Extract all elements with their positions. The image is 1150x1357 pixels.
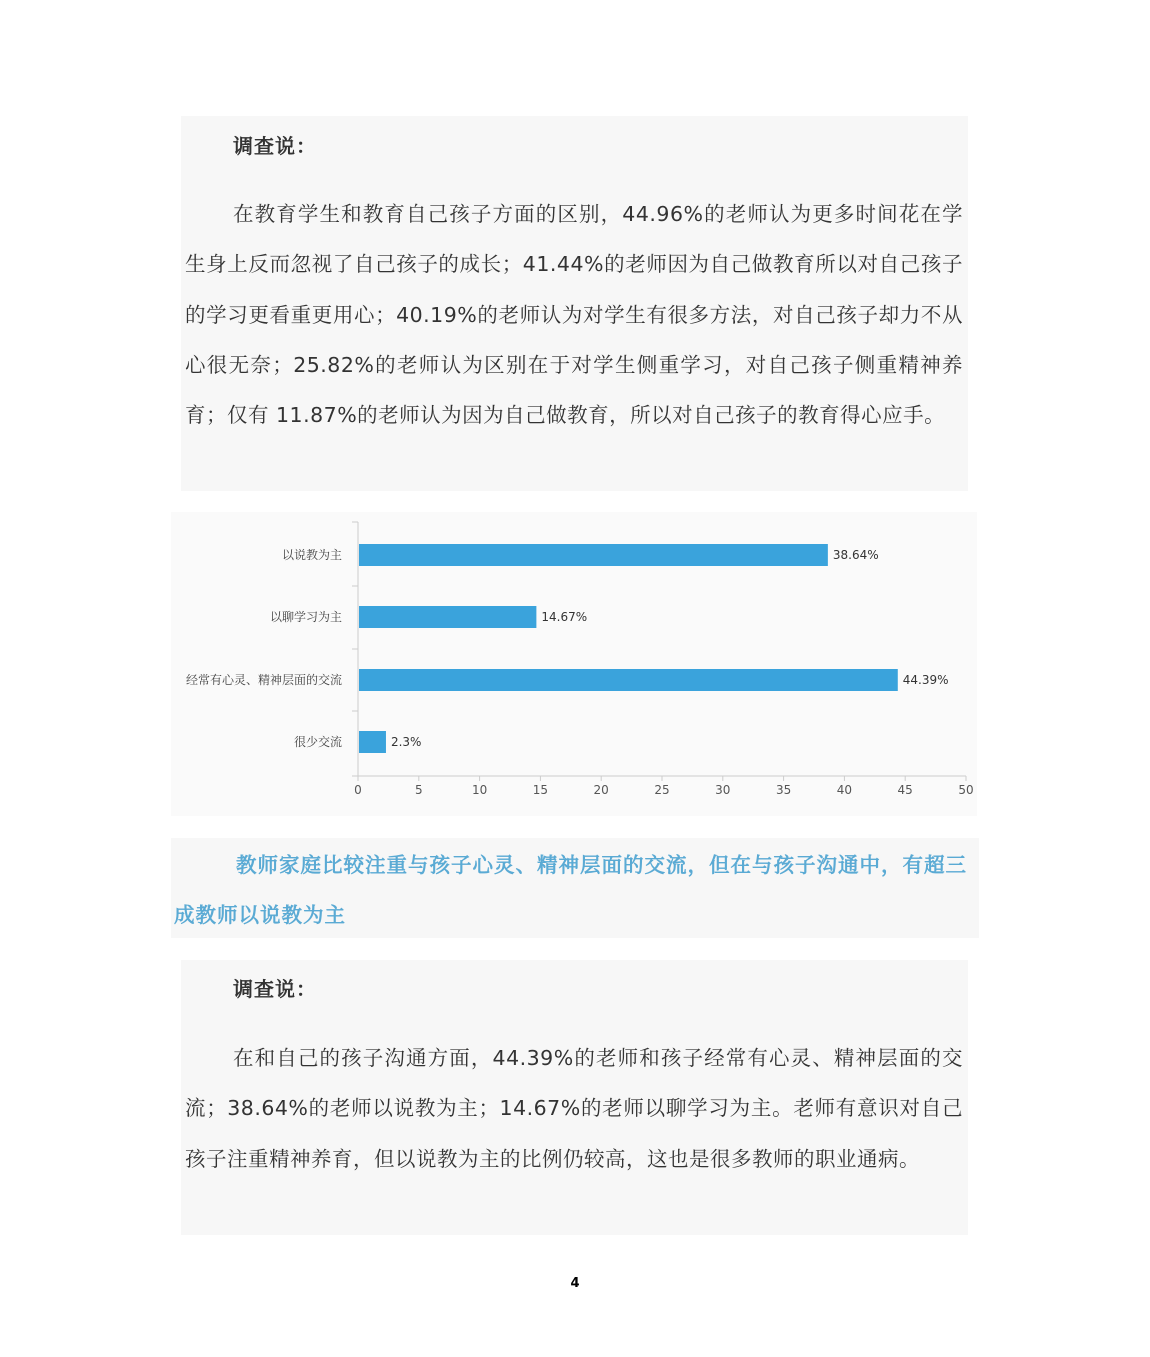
x-tick-label: 5 [414, 783, 423, 797]
section-paragraph: 在和自己的孩子沟通方面，44.39%的老师和孩子经常有心灵、精神层面的交流；38.64%的老师以说教为主；14.67%的老师以聊学习为主。老师有意识对自己孩子注重精神养育，但以说教为主的比例仍较高，这也是很多教师的职业通病。 [185, 1046, 963, 1171]
bar [359, 731, 386, 753]
bar [359, 669, 898, 691]
x-tick-label: 50 [958, 783, 974, 797]
x-tick-label: 20 [593, 783, 609, 797]
x-tick-label: 45 [897, 783, 913, 797]
section-heading: 调查说： [233, 134, 317, 158]
category-label: 以说教为主 [281, 548, 342, 562]
x-tick-label: 35 [775, 783, 792, 797]
data-label: 38.64% [832, 548, 879, 562]
bar-chart-svg [171, 512, 977, 816]
x-tick-label: 0 [354, 783, 362, 797]
data-label: 2.3% [390, 735, 422, 749]
x-tick-label: 10 [471, 783, 488, 797]
data-label: 44.39% [902, 673, 949, 687]
data-label: 14.67% [541, 610, 588, 624]
bar [359, 606, 536, 628]
bar-chart [171, 512, 977, 816]
x-tick-label: 15 [532, 783, 549, 797]
section-paragraph: 在教育学生和教育自己孩子方面的区别，44.96%的老师认为更多时间花在学生身上反而忽视了自己孩子的成长；41.44%的老师因为自己做教育所以对自己孩子的学习更看重更用心；40.19%的老师认为对学生有很多方法，对自己孩子却力不从心很无奈；25.82%的老师认为区别在于对学生侧重学习，对自己孩子侧重精神养育；仅有 11.87%的老师认为因为自己做教育，所以对自己孩子的教育得心应手。 [185, 202, 963, 428]
category-label: 很少交流 [293, 735, 342, 749]
x-tick-label: 40 [836, 783, 853, 797]
category-label: 经常有心灵、精神层面的交流 [185, 673, 342, 687]
highlight-text: 教师家庭比较注重与孩子心灵、精神层面的交流，但在与孩子沟通中，有超三成教师以说教为主 [174, 853, 967, 927]
page-number: 4 [570, 1276, 580, 1291]
survey-block-2 [181, 960, 968, 1235]
section-heading: 调查说： [233, 977, 317, 1001]
x-tick-label: 30 [715, 783, 731, 797]
survey-block-1 [181, 116, 968, 491]
bar [359, 544, 828, 566]
x-tick-label: 25 [654, 783, 670, 797]
category-label: 以聊学习为主 [269, 610, 342, 624]
highlight-callout [171, 838, 979, 938]
